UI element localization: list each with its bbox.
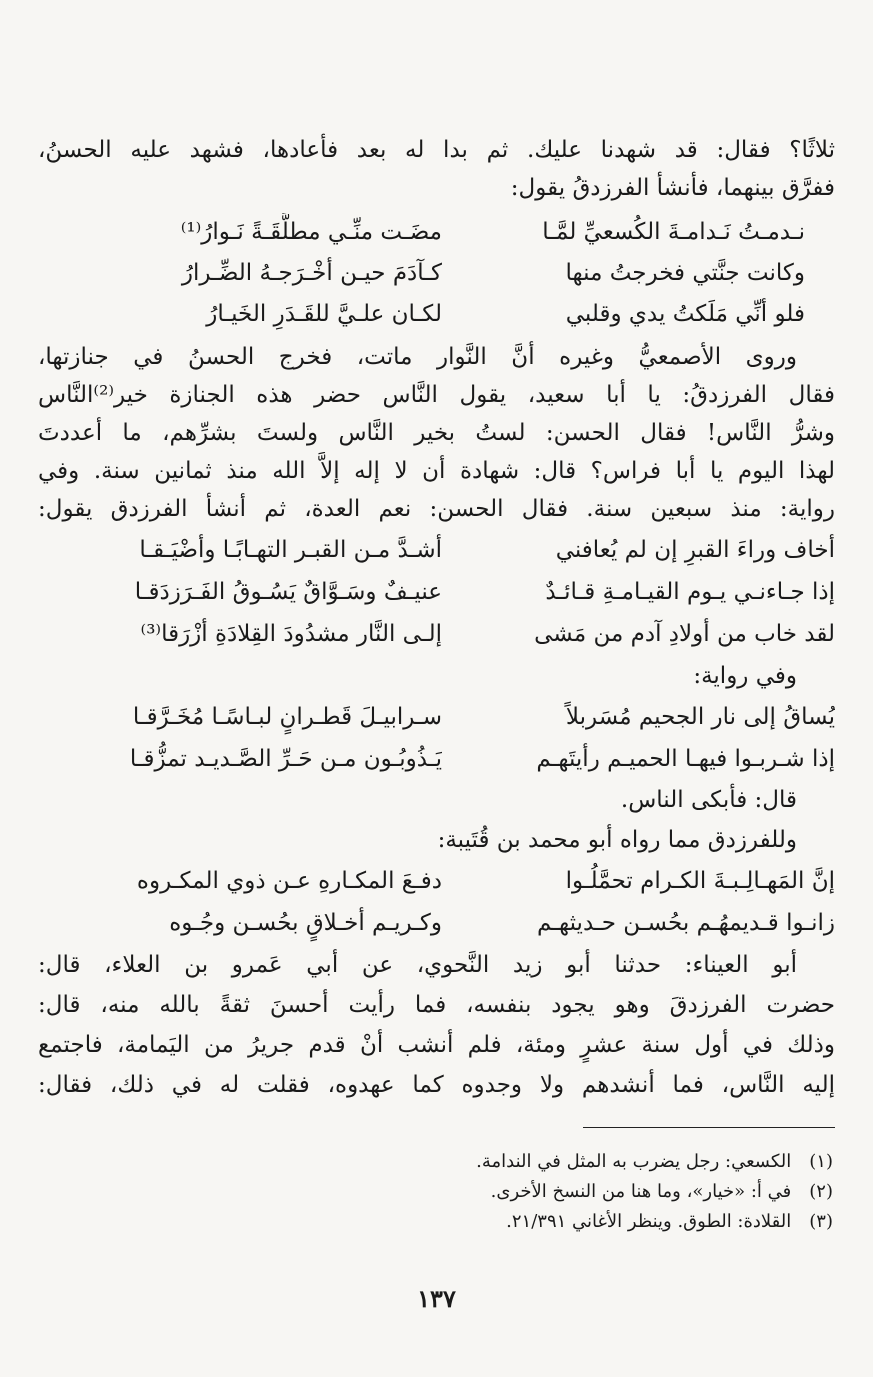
text-line: إليه النَّاس، فما أنشدهم ولا وجدوه كما عهدوه، فقلت له في ذلك، فقال:: [38, 1072, 835, 1098]
verse-second-hemistich: دفـعَ المكـارهِ عـن ذوي المكـروه: [136, 868, 442, 894]
verse-line: [38, 254, 835, 292]
footnote: [36, 1177, 833, 1207]
verse-first-hemistich: يُساقُ إلى نار الجحيم مُسَربلاً: [565, 704, 835, 730]
verse-second-hemistich: عنيـفٌ وسَـوَّاقٌ يَسُـوقُ الفَـرَزدَقـا: [134, 579, 442, 605]
footnote: [36, 1147, 833, 1177]
footnote-text: القلادة: الطوق. وينظر الأغاني ٢١/٣٩١.: [506, 1211, 792, 1232]
verse-second-hemistich: وكـريـم أخـلاقٍ بحُسـن وجُـوه: [169, 910, 442, 936]
verse-first-hemistich: وكانت جنَّتي فخرجتُ منها: [565, 260, 805, 286]
footnote: [36, 1207, 833, 1237]
page-number: ١٣٧: [417, 1284, 456, 1313]
verse-second-hemistich: إلـى النَّار مشدُودَ القِلادَةِ أزْرَقا⁽³⁾: [140, 621, 442, 647]
verse-line: [38, 862, 835, 900]
text-line: وذلك في أول سنة عشرٍ ومئة، فلم أنشب أنْ قدم جريرُ من اليَمامة، فاجتمع: [38, 1032, 835, 1058]
text-line: ففرَّق بينهما، فأنشأ الفرزدقُ يقول:: [510, 175, 835, 201]
footnote-text: الكسعي: رجل يضرب به المثل في الندامة.: [476, 1151, 792, 1172]
verse-second-hemistich: كـآدَمَ حيـن أخْـرَجـهُ الضِّـرارُ: [181, 260, 442, 286]
verse-second-hemistich: مضَـت منِّـي مطلَّقَـةً نَـوارُ⁽¹⁾: [180, 219, 442, 245]
verse-first-hemistich: نـدمـتُ نَـدامـةَ الكُسعيِّ لمَّـا: [542, 219, 805, 245]
text-line: وللفرزدق مما رواه أبو محمد بن قُتَيبة:: [437, 827, 797, 853]
verse-first-hemistich: أخاف وراءَ القبرِ إن لم يُعافني: [555, 537, 835, 563]
footnote-number: (٣): [809, 1211, 833, 1232]
text-line: قال: فأبكى الناس.: [620, 787, 797, 813]
footnote-divider: [583, 1127, 835, 1128]
verse-first-hemistich: زانـوا قـديمهُـم بحُسـن حـديثهـم: [536, 910, 835, 936]
verse-line: [38, 904, 835, 942]
footnote-number: (١): [809, 1151, 833, 1172]
verse-second-hemistich: أشـدَّ مـن القبـر التهـابًـا وأضْيَـقـا: [139, 537, 442, 563]
text-line: وفي رواية:: [693, 663, 797, 689]
text-line: أبو العيناء: حدثنا أبو زيد النَّحوي، عن أبي عَمرو بن العلاء، قال:: [38, 952, 797, 978]
footnote-text: في أ: «خيار»، وما هنا من النسخ الأخرى.: [490, 1181, 792, 1202]
text-line: حضرت الفرزدقَ وهو يجود بنفسه، فما رأيت أحسنَ ثقةً بالله منه، قال:: [38, 992, 835, 1018]
text-line: وروى الأصمعيُّ وغيره أنَّ النَّوار ماتت، فخرج الحسنُ في جنازتها،: [38, 344, 797, 370]
footnote-number: (٢): [809, 1181, 833, 1202]
verse-line: [38, 531, 835, 569]
verse-second-hemistich: سـرابيـلَ قَطـرانٍ لبـاسًـا مُخَـرَّقـا: [132, 704, 442, 730]
verse-first-hemistich: إنَّ المَهـالِـبـةَ الكـرام تحمَّلُـوا: [565, 868, 835, 894]
verse-line: [38, 295, 835, 333]
verse-second-hemistich: يَـذُوبُـون مـن حَـرِّ الصَّـديـد تمزُّقـا: [129, 746, 442, 772]
text-line: وشرُّ النَّاس! فقال الحسن: لستُ بخير النَّاس ولستَ بشرِّهم، ما أعددتَ: [38, 420, 835, 446]
verse-first-hemistich: إذا جـاءنـي يـوم القيـامـةِ قـائـدٌ: [545, 579, 835, 605]
verse-first-hemistich: إذا شـربـوا فيهـا الحميـم رأيتَهـم: [536, 746, 835, 772]
verse-first-hemistich: لقد خاب من أولادِ آدم من مَشى: [534, 621, 835, 647]
verse-second-hemistich: لكـان علـيَّ للقَـدَرِ الخَيـارُ: [206, 301, 442, 327]
text-line: رواية: منذ سبعين سنة. فقال الحسن: نعم العدة، ثم أنشأ الفرزدق يقول:: [38, 496, 835, 522]
verse-line: [38, 698, 835, 736]
verse-line: [38, 213, 835, 251]
verse-line: [38, 615, 835, 653]
text-line: فقال الفرزدقُ: يا أبا سعيد، يقول النَّاس حضر هذه الجنازة خير⁽²⁾النَّاس: [38, 382, 835, 408]
verse-first-hemistich: فلو أنِّي مَلَكتُ يدي وقلبي: [565, 301, 805, 327]
text-line: ثلاثًا؟ فقال: قد شهدنا عليك. ثم بدا له بعد فأعادها، فشهد عليه الحسنُ،: [38, 137, 835, 163]
verse-line: [38, 740, 835, 778]
verse-line: [38, 573, 835, 611]
text-line: لهذا اليوم يا أبا فراس؟ قال: شهادة أن لا إله إلاَّ الله منذ ثمانين سنة. وفي: [38, 458, 835, 484]
